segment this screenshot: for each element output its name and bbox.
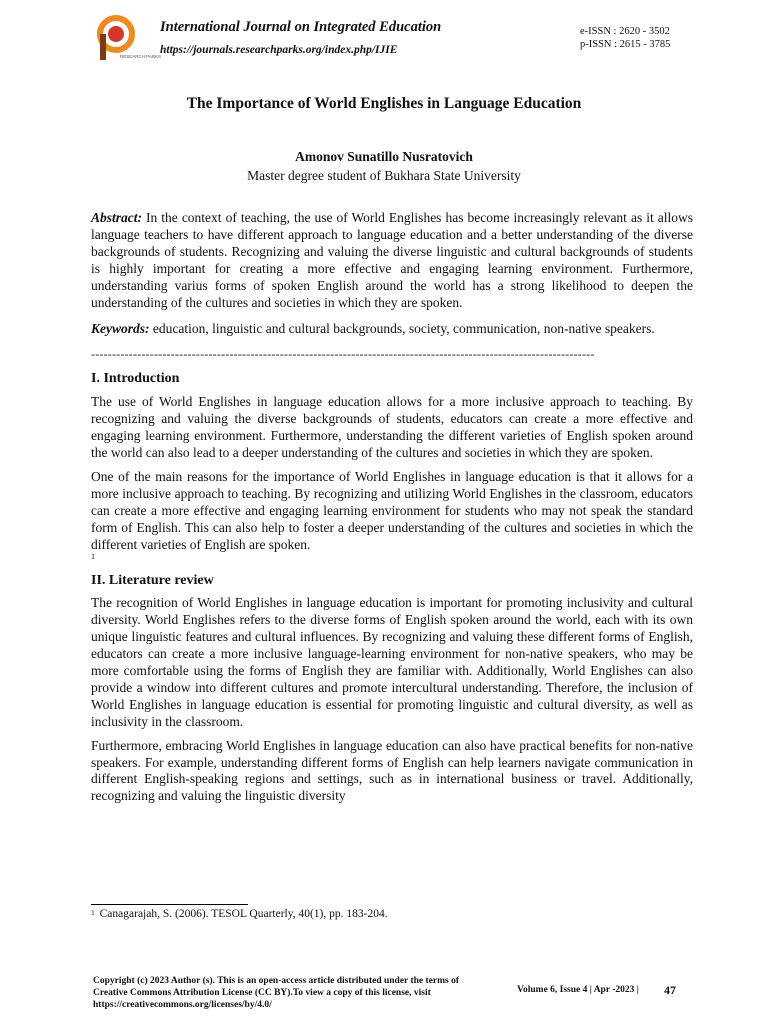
abstract (91, 210, 693, 311)
separator-line: ------------------------------------------------------------------------------------------------------------------------ (91, 347, 595, 362)
journal-logo (96, 14, 162, 66)
paragraph: The recognition of World Englishes in language education is important for promoting inclusivity and cultural diversity. World Englishes refers to the diverse forms of English spoken around the world, each with its own unique linguistic features and cultural influences. By recognizing and valuing these different forms of English, educators can create a more inclusive language-learning environment for non-native speakers, who may be more comfortable using the forms of English they are familiar with. Additionally, World Englishes can also provide a window into different cultures and promote intercultural understanding. Therefore, the inclusion of World Englishes in language education is essential for promoting linguistic and cultural diversity, as well as inclusivity in the classroom. (91, 595, 693, 729)
abstract-text: In the context of teaching, the use of World Englishes has become increasingly relevant as it allows language teachers to have different approach to language education and a better understanding of the diverse backgrounds of students. Recognizing and valuing the diverse linguistic and cultural backgrounds of students is highly important for creating a more effective and engaging learning environment. Furthermore, understanding varius forms of spoken English around the world has a strong likelihood to deepen the understanding of the cultures and societies in which they are spoken. (91, 210, 693, 310)
keywords-text: education, linguistic and cultural backgrounds, society, communication, non-native speakers. (149, 321, 655, 337)
svg-text:RESEARCH PARKS: RESEARCH PARKS (120, 54, 162, 59)
footnote-text: Canagarajah, S. (2006). TESOL Quarterly, 40(1), pp. 183-204. (96, 908, 388, 920)
author-name: Amonov Sunatillo Nusratovich (295, 149, 473, 164)
journal-title: International Journal on Integrated Education (160, 19, 442, 35)
journal-url[interactable]: https://journals.researchparks.org/index.php/IJIE (160, 44, 398, 56)
footnote-number: 1 (91, 908, 95, 917)
p-issn: p-ISSN : 2615 - 3785 (580, 39, 671, 50)
footnote-rule (91, 904, 248, 905)
e-issn: e-ISSN : 2620 - 3502 (580, 26, 670, 37)
footnote-marker: 1 (91, 551, 95, 561)
paragraph: One of the main reasons for the importance of World Englishes in language education is that it allows for a more inclusive approach to teaching. By recognizing and utilizing World Englishes in the classroom, educators can create a more effective and engaging learning environment for students who may not speak the standard form of English. This can also help to foster a deeper understanding of the cultures and societies in which the different varieties of English are spoken. (91, 468, 693, 552)
keywords-label: Keywords: (91, 321, 150, 337)
section-heading-introduction: I. Introduction (91, 371, 180, 387)
footnote (91, 908, 388, 920)
keywords (91, 318, 693, 339)
section-heading-literature-review: II. Literature review (91, 572, 214, 588)
article-body (91, 210, 693, 812)
paragraph: Furthermore, embracing World Englishes in language education can also have practical benefits for non-native speakers. For example, understanding different forms of English can help learners navigate communication in different English-speaking regions and settings, such as in international business or travel. Additionally, recognizing and valuing the linguistic diversity (91, 737, 693, 804)
volume-info: Volume 6, Issue 4 | Apr -2023 | (517, 985, 639, 995)
author-affiliation: Master degree student of Bukhara State University (247, 168, 521, 183)
paper-title: The Importance of World Englishes in Language Education (186, 95, 582, 112)
issn-block (580, 25, 670, 51)
abstract-label: Abstract: (91, 210, 143, 225)
paragraph: The use of World Englishes in language education allows for a more inclusive approach to teaching. By recognizing and valuing the diverse backgrounds of students, educators can create a more effective and engaging learning environment. Furthermore, understanding the different varieties of English spoken around the world can also lead to a deeper understanding of the cultures and societies in which they are spoken. (91, 394, 693, 461)
page-number: 47 (664, 983, 676, 997)
copyright-notice: Copyright (c) 2023 Author (s). This is an open-access article distributed under the terms of Creative Commons Attribution License (CC BY).To view a copy of this license, visit https://creativecommons.org/licenses/by/4.0/ (93, 976, 460, 1010)
